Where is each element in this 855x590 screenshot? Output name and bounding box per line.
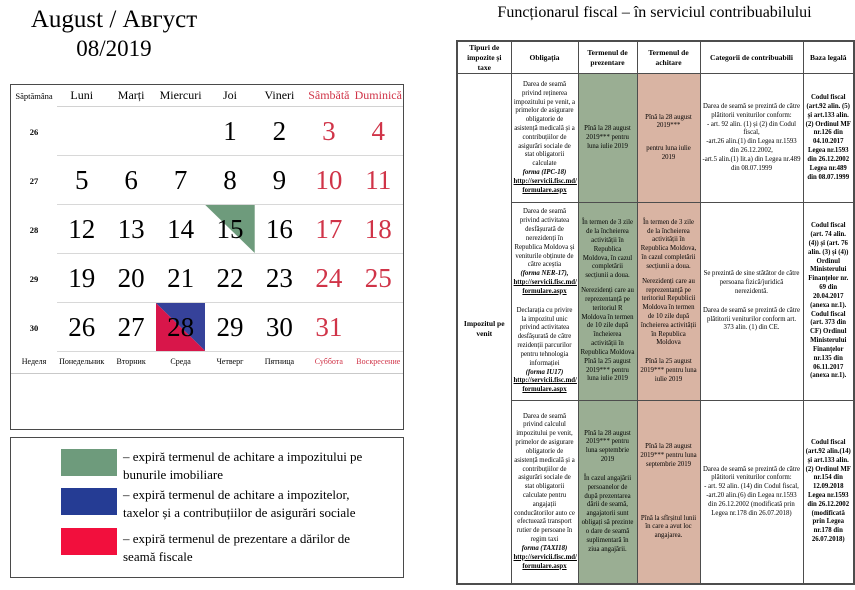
column-header-taxpayer-categories: Categorii de contribuabili xyxy=(700,41,803,74)
calendar-title xyxy=(8,6,220,62)
day-header-ru-thu: Четверг xyxy=(216,357,244,366)
calendar-day: 14 xyxy=(156,205,205,254)
day-header-ru-wed: Среда xyxy=(170,357,191,366)
calendar-day: 9 xyxy=(255,156,304,205)
week-column-header: Săptămâna xyxy=(15,91,53,101)
table-title: Funcționarul fiscal – în serviciul contribuabilului xyxy=(497,4,812,21)
calendar-day: 26 xyxy=(57,303,106,352)
day-header-ru-mon: Понедельник xyxy=(59,357,105,366)
week-label-ru: Неделя xyxy=(21,357,47,366)
day-header-wed: Miercuri xyxy=(156,85,205,107)
legal-basis-cell: Codul fiscal (art.92 alin. (5) și art.133 alin.(2) Ordinul MF nr.126 din 04.10.2017 Legea nr.1593 din 26.12.2002 Legea nr.489 din 08.07.1999 xyxy=(803,74,854,203)
obligation-cell: Darea de seamă privind calculul impozitului pe venit, primelor de asigurare obligatorie de asistență medicală și a contribuțiilor de asigurări sociale de stat obligatorii calculate pentru angajații conducătorilor auto ce efectuează transport rutier de persoane în regim taxi forma (TAXI18) http://servicii.fisc.md/ formulare.aspx xyxy=(511,401,578,584)
day-header-mon: Luni xyxy=(57,85,106,107)
calendar-day: 16 xyxy=(255,205,304,254)
week-number: 28 xyxy=(29,224,39,235)
day-header-ru-sat: Суббота xyxy=(314,357,343,366)
tax-type-cell: Impozitul pe venit xyxy=(457,74,511,584)
legend-swatch-blue xyxy=(61,488,117,515)
day-header-sat: Sâmbătă xyxy=(304,85,353,107)
legend-label-green: – expiră termenul de achitare a impozitului pe bunurile imobiliare xyxy=(123,449,363,482)
month-code: 08/2019 xyxy=(76,36,152,61)
column-header-obligation: Obligația xyxy=(511,41,578,74)
week-number: 30 xyxy=(29,322,39,333)
calendar-day: 7 xyxy=(156,156,205,205)
week-number: 26 xyxy=(29,126,39,137)
calendar-day: 6 xyxy=(106,156,155,205)
calendar-day: 24 xyxy=(304,254,353,303)
day-header-tue: Marți xyxy=(106,85,155,107)
legend xyxy=(10,437,404,578)
calendar-day: 12 xyxy=(57,205,106,254)
legend-swatch-green xyxy=(61,449,117,476)
calendar-day: 1 xyxy=(205,107,254,156)
day-header-fri: Vineri xyxy=(255,85,304,107)
fiscal-table xyxy=(456,40,855,585)
presentation-term-cell: Pînă la 28 august 2019*** pentru luna iulie 2019 xyxy=(578,74,637,203)
obligation-cell: Darea de seamă privind reținerea impozitului pe venit, a primelor de asigurare obligatorie de asistență medicală și a contribuțiilor de asigurări sociale de stat obligatorii calculate forma (IPC-18) http://servicii.fisc.md/ formulare.aspx xyxy=(511,74,578,203)
calendar xyxy=(10,84,404,430)
calendar-day: 3 xyxy=(304,107,353,156)
calendar-day: 19 xyxy=(57,254,106,303)
legend-swatch-red xyxy=(61,528,117,555)
week-number: 29 xyxy=(29,273,39,284)
calendar-day: 13 xyxy=(106,205,155,254)
presentation-term-cell: În termen de 3 zile de la încheierea activității în Republica Moldova, în cazul completării secțiunii a doua. Nerezidenți care au reprezentanță pe teritoriul R Moldova în termen de 10 zile după încheierea activității în Republica Moldova Pînă la 25 august 2019*** pentru luna iulie 2019 xyxy=(578,203,637,401)
taxpayer-categories-cell: Darea de seamă se prezintă de către plătitorii veniturilor conform: - art. 92 alin. (1) și (2) din Codul fiscal, -art.26 alin.(1) din Legea nr.1593 din 26.12.2002, -art.5 alin.(1) lit.a) din Legea nr.489 din 08.07.1999 xyxy=(700,74,803,203)
form-link[interactable]: http://servicii.fisc.md/ formulare.aspx xyxy=(513,377,577,394)
calendar-day: 25 xyxy=(354,254,403,303)
calendar-day: 20 xyxy=(106,254,155,303)
day-header-ru-fri: Пятница xyxy=(264,357,295,366)
calendar-day: 31 xyxy=(304,303,353,352)
calendar-day xyxy=(156,107,205,156)
calendar-day xyxy=(57,107,106,156)
form-link[interactable]: http://servicii.fisc.md/ formulare.aspx xyxy=(513,177,577,194)
calendar-day: 27 xyxy=(106,303,155,352)
calendar-day: 5 xyxy=(57,156,106,205)
calendar-day: 22 xyxy=(205,254,254,303)
calendar-day xyxy=(354,303,403,352)
legal-basis-cell: Codul fiscal (art. 74 alin. (4)) și (art. 76 alin. (3) și (4)) Ordinul Ministerului Finanțelor nr. 69 din 20.04.2017 (anexa nr.1). Codul fiscal (art. 373 din CF) Ordinul Ministerului Finanțelor nr.135 din 06.11.2017 (anexa nr.1). xyxy=(803,203,854,401)
calendar-day xyxy=(106,107,155,156)
column-header-tax-types: Tipuri de impozite și taxe xyxy=(457,41,511,74)
taxpayer-categories-cell: Darea de seamă se prezintă de către plătitorii veniturilor conform: - art. 92 alin. (14) din Codul fiscal, -art.20 alin.(6) din Legea nr.1593 din 26.12.2002 (modificată prin Legea nr.178 din 26.07.2018) xyxy=(700,401,803,584)
calendar-grid xyxy=(11,85,403,374)
calendar-day: 2 xyxy=(255,107,304,156)
calendar-day: 8 xyxy=(205,156,254,205)
calendar-day-15-marked: 15 xyxy=(205,205,254,254)
month-title: August / Август xyxy=(30,6,198,33)
calendar-day: 11 xyxy=(354,156,403,205)
payment-term-cell: Pînă la 28 august 2019*** pentru luna septembrie 2019 Pînă la sfîrșitul lunii în care a avut loc angajarea. xyxy=(637,401,700,584)
day-header-ru-sun: Воскресение xyxy=(356,357,401,366)
form-link[interactable]: http://servicii.fisc.md/ formulare.aspx xyxy=(513,553,577,570)
taxpayer-categories-cell: Se prezintă de sine stătător de către persoana fizică/juridică nerezidentă. Darea de seamă se prezintă de către plătitorii veniturilor conform art. 373 alin. (1) din CE. xyxy=(700,203,803,401)
calendar-day: 4 xyxy=(354,107,403,156)
day-header-sun: Duminică xyxy=(354,85,403,107)
calendar-day: 21 xyxy=(156,254,205,303)
column-header-legal-basis: Baza legală xyxy=(803,41,854,74)
day-header-thu: Joi xyxy=(205,85,254,107)
legal-basis-cell: Codul fiscal (art.92 alin.(14) și art.133 alin.(2) Ordinul MF nr.154 din 12.09.2018 Legea nr.1593 din 26.12.2002 (modificată prin Legea nr.178 din 26.07.2018) xyxy=(803,401,854,584)
day-header-ru-tue: Вторник xyxy=(116,357,146,366)
calendar-day: 17 xyxy=(304,205,353,254)
payment-term-cell: În termen de 3 zile de la încheierea activității în Republica Moldova, în cazul completării secțiunii a doua. Nerezidenți care au reprezentanță pe teritoriul Republicii Moldova în termen de 10 zile după încheierea activității în Republica Moldova Pînă la 25 august 2019*** pentru luna iulie 2019 xyxy=(637,203,700,401)
calendar-day: 10 xyxy=(304,156,353,205)
legend-label-blue: – expiră termenul de achitare a impozitelor, taxelor și a contribuțiilor de asigurări sociale xyxy=(123,487,356,520)
calendar-day: 30 xyxy=(255,303,304,352)
week-number: 27 xyxy=(29,175,39,186)
obligation-cell: Darea de seamă privind activitatea desfășurată de nerezidenți în Republica Moldova și veniturile obținute de către aceștia (forma NER-17), http://servicii.fisc.md/ formulare.aspx Declarația cu privire la impozitul unic privind activitatea desfășurată de către rezidenții parcurilor pentru tehnologia informației (forma IU17) http://servicii.fisc.md/ formulare.aspx xyxy=(511,203,578,401)
column-header-payment-term: Termenul de achitare xyxy=(637,41,700,74)
calendar-day: 29 xyxy=(205,303,254,352)
calendar-day-28-marked: 28 xyxy=(156,303,205,352)
presentation-term-cell: Pînă la 28 august 2019*** pentru luna septembrie 2019 În cazul angajării persoanelor de după prezentarea dării de seamă, angajatorii sunt obligați să prezinte o dare de seamă suplimentară în ziua angajării. xyxy=(578,401,637,584)
payment-term-cell: Pînă la 28 august 2019*** pentru luna iulie 2019 xyxy=(637,74,700,203)
legend-label-red: – expiră termenul de prezentare a dărilor de seamă fiscale xyxy=(123,531,351,564)
form-link[interactable]: http://servicii.fisc.md/ formulare.aspx xyxy=(513,279,577,295)
calendar-day: 18 xyxy=(354,205,403,254)
calendar-day: 23 xyxy=(255,254,304,303)
column-header-presentation-term: Termenul de prezentare xyxy=(578,41,637,74)
